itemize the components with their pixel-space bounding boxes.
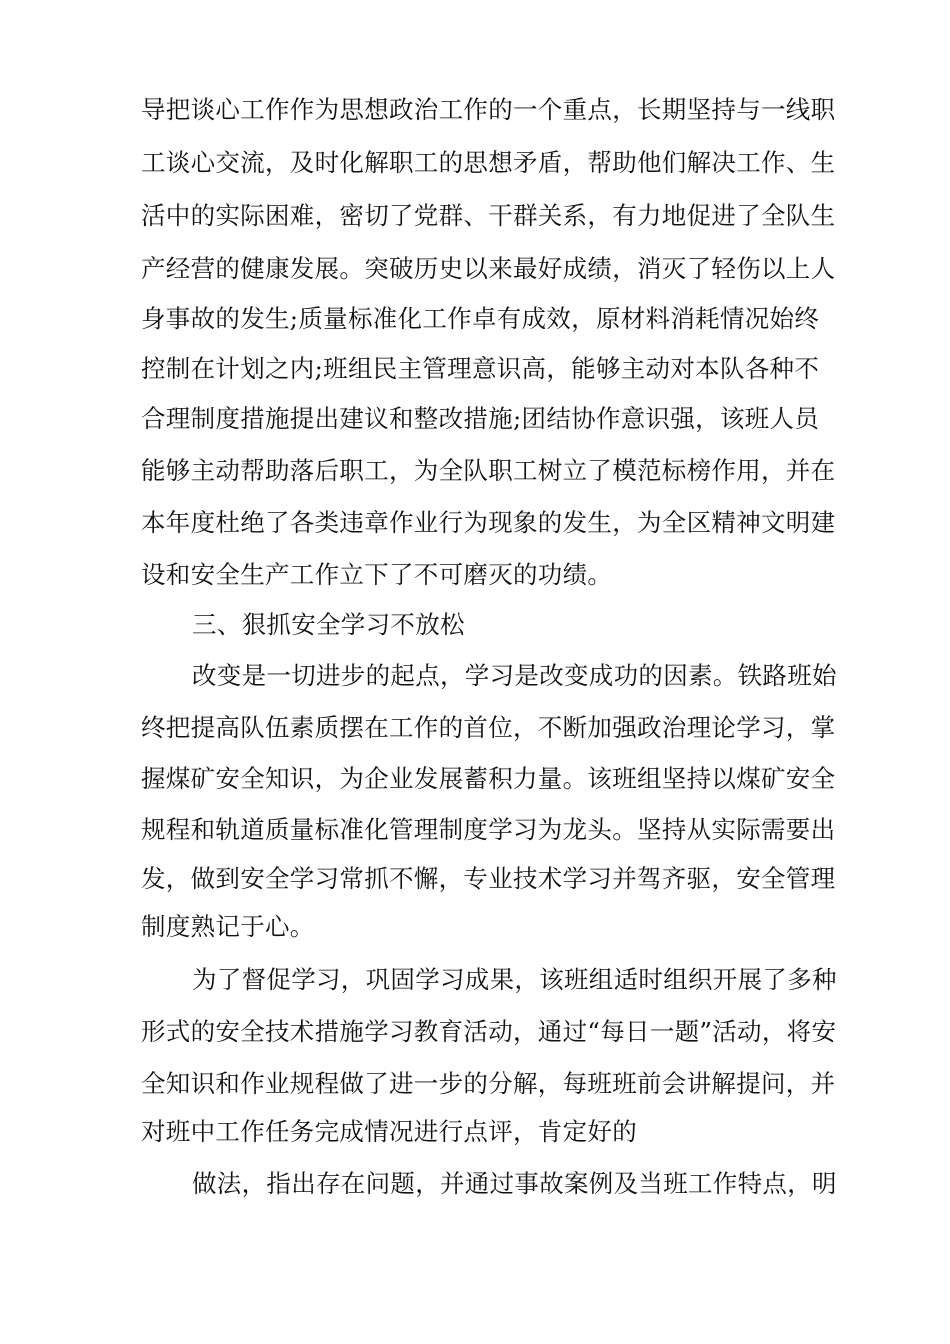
text-line: 控制在计划之内;班组民主管理意识高，能够主动对本队各种不 [141,354,820,383]
text-line: 握煤矿安全知识，为企业发展蓄积力量。该班组坚持以煤矿安全 [141,764,836,793]
text-line: 本年度杜绝了各类违章作业行为现象的发生，为全区精神文明建 [141,508,836,537]
text-line: 活中的实际困难，密切了党群、干群关系，有力地促进了全队生 [141,201,836,230]
section-heading: 三、狠抓安全学习不放松 [192,610,465,639]
text-line: 做法，指出存在问题，并通过事故案例及当班工作特点，明 [192,1169,837,1198]
text-line: 合理制度措施提出建议和整改措施;团结协作意识强，该班人员 [141,404,820,433]
text-line: 制度熟记于心。 [141,912,315,941]
text-line: 对班中工作任务完成情况进行点评，肯定好的 [141,1117,637,1146]
text-line: 设和安全生产工作立下了不可磨灭的功绩。 [141,560,613,589]
text-line: 导把谈心工作作为思想政治工作的一个重点，长期坚持与一线职 [141,95,836,124]
text-line: 为了督促学习，巩固学习成果，该班组适时组织开展了多种 [192,965,837,994]
text-line: 终把提高队伍素质摆在工作的首位，不断加强政治理论学习，掌 [141,713,836,742]
text-line: 身事故的发生;质量标准化工作卓有成效，原材料消耗情况始终 [141,304,820,333]
text-line: 工谈心交流，及时化解职工的思想矛盾，帮助他们解决工作、生 [141,148,836,177]
text-line: 形式的安全技术措施学习教育活动，通过“每日一题”活动，将安 [141,1017,837,1046]
text-line: 能够主动帮助落后职工，为全队职工树立了模范标榜作用，并在 [141,456,836,485]
text-line: 全知识和作业规程做了进一步的分解，每班班前会讲解提问，并 [141,1069,836,1098]
text-line: 规程和轨道质量标准化管理制度学习为龙头。坚持从实际需要出 [141,815,836,844]
text-line: 改变是一切进步的起点，学习是改变成功的因素。铁路班始 [192,661,837,690]
text-line: 产经营的健康发展。突破历史以来最好成绩，消灭了轻伤以上人 [141,254,836,283]
text-line: 发，做到安全学习常抓不懈，专业技术学习并驾齐驱，安全管理 [141,864,836,893]
